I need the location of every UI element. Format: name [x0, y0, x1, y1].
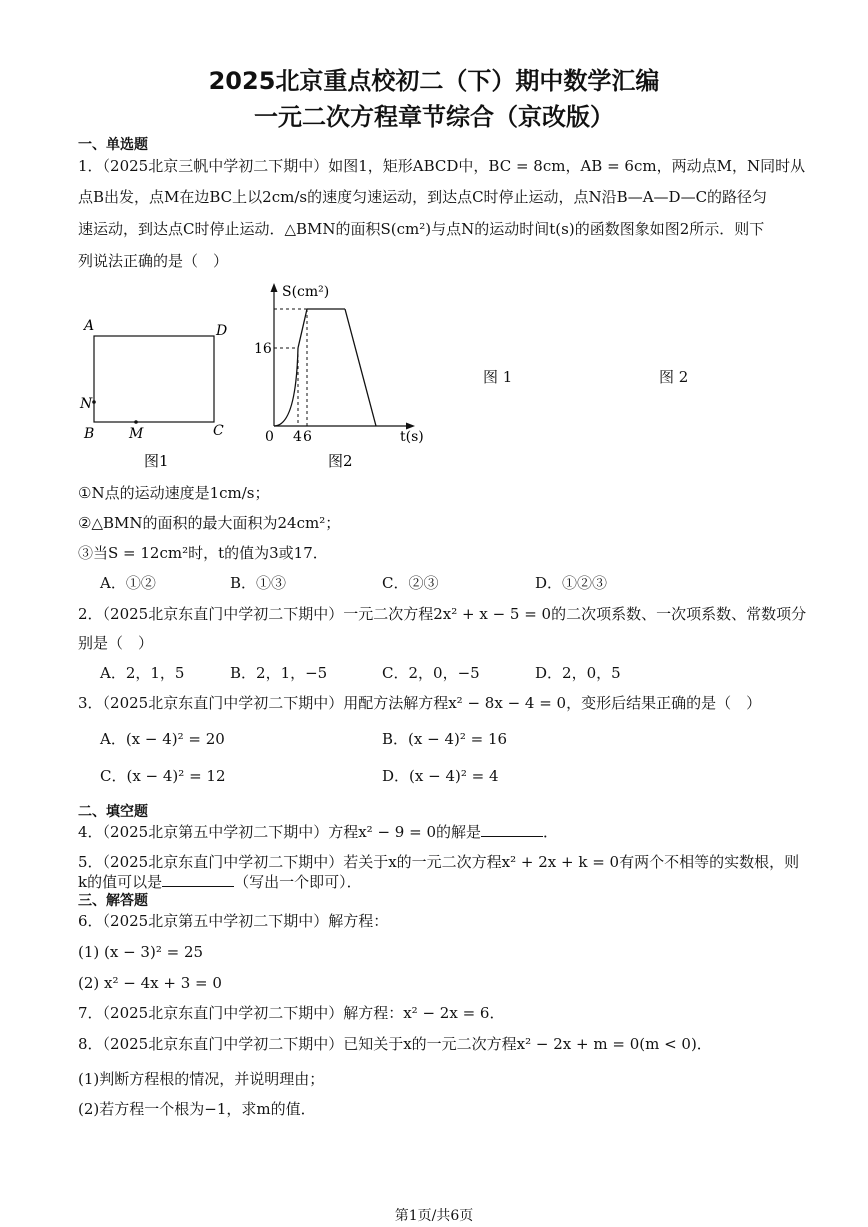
figure-note-2: 图 2	[659, 368, 689, 386]
q2-option-c: C．2，0，−5	[382, 664, 480, 682]
y-axis-arrow	[271, 283, 278, 292]
q4-answer-blank	[481, 822, 543, 837]
q1-option-d: D．①②③	[535, 574, 608, 592]
label-a: A	[84, 318, 95, 334]
q7-line1: 7．（2025北京东直门中学初二下期中）解方程：x² − 2x = 6．	[78, 1004, 505, 1022]
q2-option-b: B．2，1，−5	[230, 664, 328, 682]
q5-line2	[78, 872, 362, 892]
label-b: B	[84, 426, 95, 442]
q1-statement-2: ②△BMN的面积的最大面积为24cm²；	[78, 514, 341, 532]
rectangle-abcd	[94, 336, 214, 422]
q3-line1: 3．（2025北京东直门中学初二下期中）用配方法解方程x² − 8x − 4 = 0，变形后结果正确的是（ ）	[78, 694, 762, 712]
x-tick-4: 4	[293, 429, 302, 445]
document-title-line1: 2025北京重点校初二（下）期中数学汇编	[208, 67, 660, 95]
falling-segment	[345, 309, 376, 426]
curve-segment	[274, 348, 298, 426]
page-footer: 第1页/共6页	[394, 1208, 474, 1224]
document-title-line2: 一元二次方程章节综合（京改版）	[254, 103, 614, 131]
q4-line	[78, 822, 558, 842]
q1-statement-1: ①N点的运动速度是1cm/s；	[78, 484, 270, 502]
q2-option-a: A．2，1，5	[100, 664, 185, 682]
q1-option-c: C．②③	[382, 574, 439, 592]
y-axis-label: S(cm²)	[282, 284, 330, 300]
q2-line2: 别是（ ）	[78, 634, 154, 652]
figure1-caption: 图1	[144, 452, 169, 470]
q8-part1: (1)判断方程根的情况，并说明理由；	[78, 1070, 325, 1088]
q2-line1: 2．（2025北京东直门中学初二下期中）一元二次方程2x² + x − 5 = 0的二次项系数、一次项系数、常数项分	[78, 605, 807, 623]
point-m-dot	[134, 420, 138, 424]
label-m: M	[129, 426, 144, 442]
q6-part1: (1) (x − 3)² = 25	[78, 943, 204, 961]
q1-line2: 点B出发，点M在边BC上以2cm/s的速度匀速运动，到达点C时停止运动，点N沿B—A—D—C的路径匀	[78, 188, 768, 206]
q3-option-a: A．(x − 4)² = 20	[100, 730, 225, 748]
q3-option-c: C．(x − 4)² = 12	[100, 767, 226, 785]
label-d: D	[216, 323, 228, 339]
q6-part2: (2) x² − 4x + 3 = 0	[78, 974, 222, 992]
rising-segment	[298, 309, 307, 348]
q1-option-a: A．①②	[100, 574, 156, 592]
q1-line3: 速运动，到达点C时停止运动．△BMN的面积S(cm²)与点N的运动时间t(s)的函数图象如图2所示．则下	[78, 220, 765, 238]
q3-option-d: D．(x − 4)² = 4	[382, 767, 499, 785]
figure1-rectangle	[76, 316, 236, 476]
q6-line1: 6．（2025北京第五中学初二下期中）解方程：	[78, 912, 389, 930]
q1-statement-3: ③当S = 12cm²时，t的值为3或17．	[78, 544, 328, 562]
section-heading-single-choice: 一、单选题	[78, 137, 148, 153]
y-tick-16: 16	[254, 341, 272, 357]
q5-text-end: （写出一个即可）．	[234, 873, 362, 891]
figure2-caption: 图2	[328, 452, 353, 470]
q1-line4: 列说法正确的是（ ）	[78, 252, 229, 270]
q3-option-b: B．(x − 4)² = 16	[382, 730, 508, 748]
section-heading-solve: 三、解答题	[78, 893, 148, 909]
label-n: N	[80, 396, 93, 412]
q5-text: k的值可以是	[78, 873, 163, 891]
section-heading-fill-in: 二、填空题	[78, 804, 148, 820]
q1-line1: 1．（2025北京三帆中学初二下期中）如图1，矩形ABCD中，BC = 8cm，AB = 6cm，两动点M，N同时从	[78, 157, 806, 175]
q5-answer-blank	[162, 872, 234, 887]
figure2-graph	[250, 280, 430, 476]
label-c: C	[213, 423, 224, 439]
q8-line1: 8．（2025北京东直门中学初二下期中）已知关于x的一元二次方程x² − 2x + m = 0(m < 0)．	[78, 1035, 712, 1053]
q2-option-d: D．2，0，5	[535, 664, 621, 682]
figure-note-1: 图 1	[483, 368, 513, 386]
x-origin-label: 0	[265, 429, 274, 445]
q1-option-b: B．①③	[230, 574, 287, 592]
point-n-dot	[92, 400, 96, 404]
q4-text: 4．（2025北京第五中学初二下期中）方程x² − 9 = 0的解是	[78, 823, 481, 841]
q4-end: ．	[543, 823, 559, 841]
x-axis-label: t(s)	[400, 429, 424, 445]
x-tick-6: 6	[303, 429, 312, 445]
q8-part2: (2)若方程一个根为−1，求m的值．	[78, 1100, 316, 1118]
q5-line1: 5．（2025北京东直门中学初二下期中）若关于x的一元二次方程x² + 2x + k = 0有两个不相等的实数根，则	[78, 853, 800, 871]
